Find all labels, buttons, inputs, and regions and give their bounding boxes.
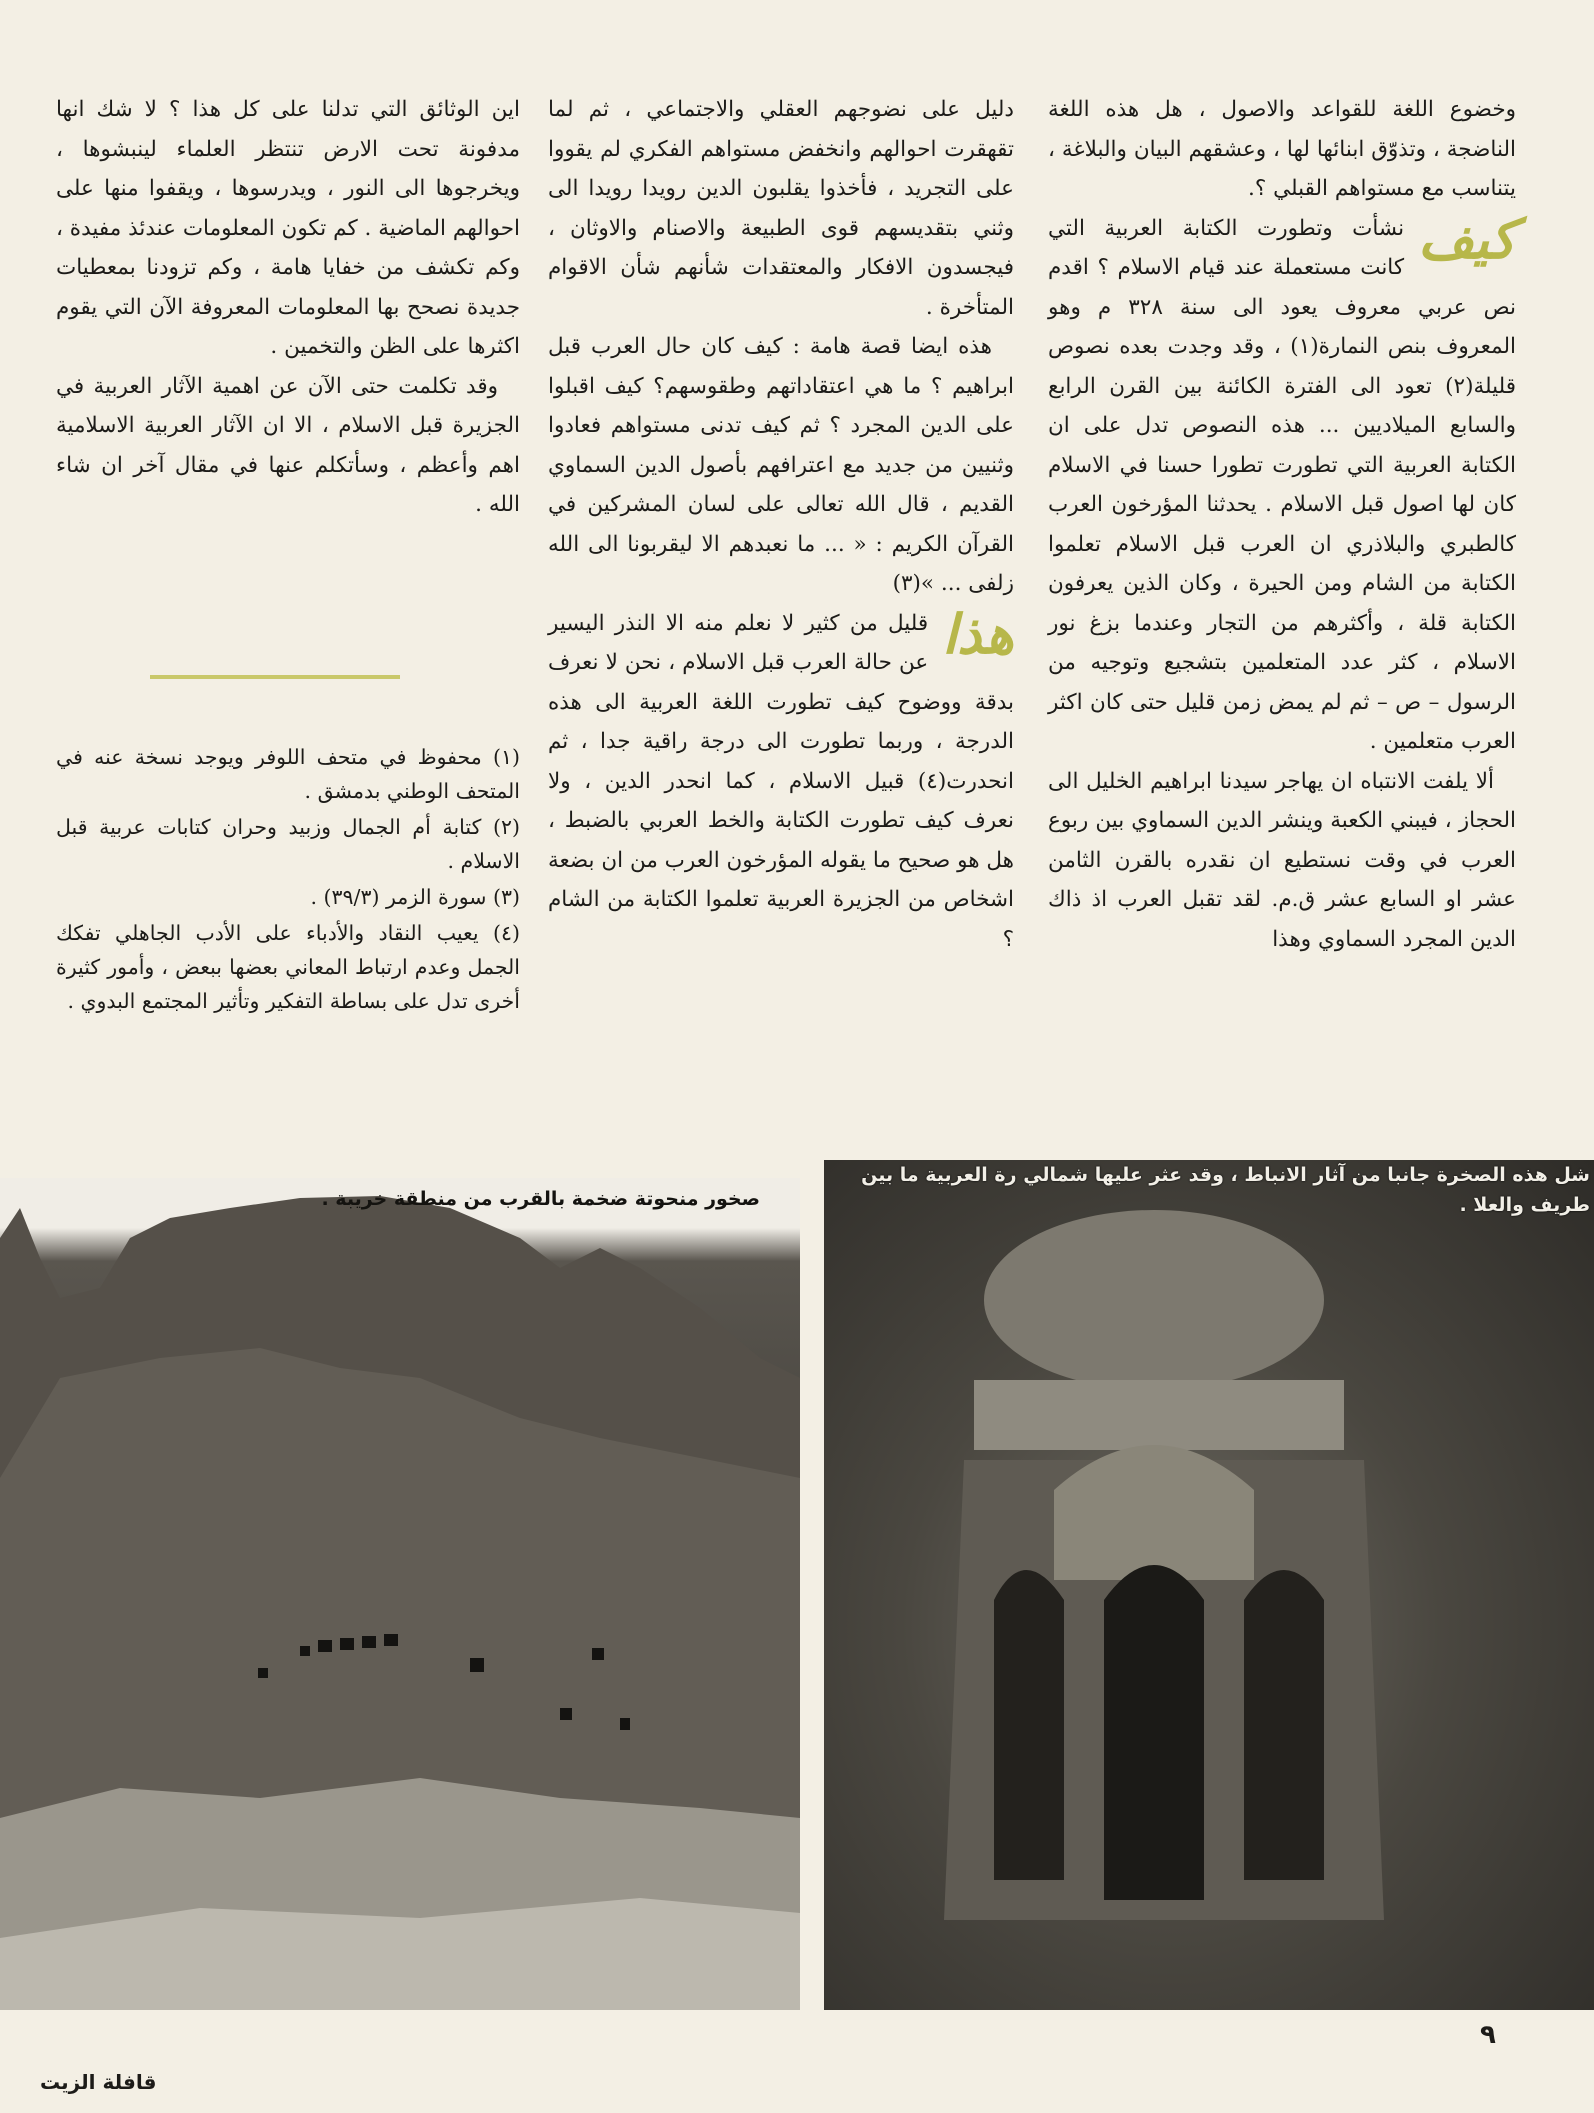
footnote-divider xyxy=(150,675,400,679)
article-column-middle xyxy=(548,90,1014,959)
article-column-left xyxy=(56,90,520,525)
photo-caption-right: شل هذه الصخرة جانبا من آثار الانباط ، وقد عثر عليها شمالي رة العربية ما بين طريف والعلا . xyxy=(861,1164,1590,1216)
page-number: ٩ xyxy=(1480,2020,1496,2050)
article-column-right xyxy=(1048,90,1516,959)
paragraph: وقد تكلمت حتى الآن عن اهمية الآثار العربية في الجزيرة قبل الاسلام ، الا ان الآثار العربية الاسلامية اهم وأعظم ، وسأتكلم عنها في مقال آخر ان شاء الله . xyxy=(56,373,520,517)
paragraph: دليل على نضوجهم العقلي والاجتماعي ، ثم لما تقهقرت احوالهم وانخفض مستواهم الفكري لم يقووا على التجريد ، فأخذوا يقلبون الدين رويدا رويدا الى وثني بتقديسهم قوى الطبيعة والاصنام والاوثان ، فيجسدون الافكار والمعتقدات شأنهم شأن الاقوام المتأخرة . xyxy=(548,97,1014,320)
paragraph: قليل من كثير لا نعلم منه الا النذر اليسير عن حالة العرب قبل الاسلام ، نحن لا نعرف بدقة ووضوح كيف تطورت اللغة العربية الى هذه الدرجة ، وربما تطورت الى درجة راقية جدا ، ثم انحدرت(٤) قبيل الاسلام ، كما انحدر الدين ، ولا نعرف كيف تطورت الكتابة والخط العربي بالضبط ، هل هو صحيح ما يقوله المؤرخون العرب من ان بضعة اشخاص من الجزيرة العربية تعلموا الكتابة من الشام ؟ xyxy=(548,610,1014,952)
footnote-item: (١) محفوظ في متحف اللوفر ويوجد نسخة عنه في المتحف الوطني بدمشق . xyxy=(56,745,520,803)
photo-carved-rocks xyxy=(0,1178,800,2010)
footnote-item: (٣) سورة الزمر (٣٩/٣) . xyxy=(310,885,520,909)
footnote-item: (٤) يعيب النقاد والأدباء على الأدب الجاهلي تفكك الجمل وعدم ارتباط المعاني بعضها ببعض ، وأمور كثيرة أخرى تدل على بساطة التفكير وتأثير المجتمع البدوي . xyxy=(56,921,520,1013)
magazine-name: قافلة الزيت xyxy=(40,2070,157,2094)
footnote-item: (٢) كتابة أم الجمال وزبيد وحران كتابات عربية قبل الاسلام . xyxy=(56,815,520,873)
paragraph: ألا يلفت الانتباه ان يهاجر سيدنا ابراهيم الخليل الى الحجاز ، فيبني الكعبة وينشر الدين السماوي بين ربوع العرب في وقت نستطيع ان نقدره بالقرن الثامن عشر او السابع عشر ق.م. لقد تقبل العرب اذ ذاك الدين المجرد السماوي وهذا xyxy=(1048,768,1516,952)
carved-facade-illustration xyxy=(824,1160,1594,2010)
footnotes xyxy=(56,740,520,1020)
photo-nabataean-rock xyxy=(824,1160,1594,2010)
paragraph: اين الوثائق التي تدلنا على كل هذا ؟ لا شك انها مدفونة تحت الارض تنتظر العلماء لينبشوها ، ويخرجوها الى النور ، ويدرسوها ، ويقفوا منها على احوالهم الماضية . كم تكون المعلومات عندئذ مفيدة ، وكم تكشف من خفايا هامة ، وكم تزودنا بمعطيات جديدة نصحح بها المعلومات المعروفة الآن التي يقوم اكثرها على الظن والتخمين . xyxy=(56,97,520,359)
paragraph: نشأت وتطورت الكتابة العربية التي كانت مستعملة عند قيام الاسلام ؟ اقدم نص عربي معروف يعود الى سنة ٣٢٨ م وهو المعروف بنص النمارة(١) ، وقد وجدت بعده نصوص قليلة(٢) تعود الى الفترة الكائنة بين القرن الرابع والسابع الميلاديين ... هذه النصوص تدل على ان الكتابة العربية التي تطورت تطورا حسنا في الاسلام كان لها اصول قبل الاسلام . يحدثنا المؤرخون العرب كالطبري والبلاذري ان العرب قبل الاسلام تعلموا الكتابة من الشام ومن الحيرة ، وكان الذين يعرفون الكتابة قلة ، وأكثرهم من التجار وعندما بزغ نور الاسلام ، كثر عدد المتعلمين بتشجيع وتوجيه من الرسول – ص – ثم لم يمض زمن قليل حتى كان اكثر العرب متعلمين . xyxy=(1048,215,1517,754)
photo-caption-left: صخور منحوتة ضخمة بالقرب من منطقة خريبة . xyxy=(321,1188,760,1210)
paragraph: وخضوع اللغة للقواعد والاصول ، هل هذه اللغة الناضجة ، وتذوّق ابنائها لها ، وعشقهم البيان والبلاغة ، يتناسب مع مستواهم القبلي ؟. xyxy=(1048,97,1516,201)
drop-cap-word: هذا xyxy=(942,602,1014,666)
rock-cliff-illustration xyxy=(0,1178,800,2010)
drop-cap-word: كيف xyxy=(1418,207,1516,271)
paragraph: هذه ايضا قصة هامة : كيف كان حال العرب قبل ابراهيم ؟ ما هي اعتقاداتهم وطقوسهم؟ كيف اقبلوا على الدين المجرد ؟ ثم كيف تدنى مستواهم فعادوا وثنيين من جديد مع اعترافهم بأصول الدين السماوي القديم ، قال الله تعالى على لسان المشركين في القرآن الكريم : « ... ما نعبدهم الا ليقربونا الى الله زلفى ... »(٣) xyxy=(548,334,1014,596)
